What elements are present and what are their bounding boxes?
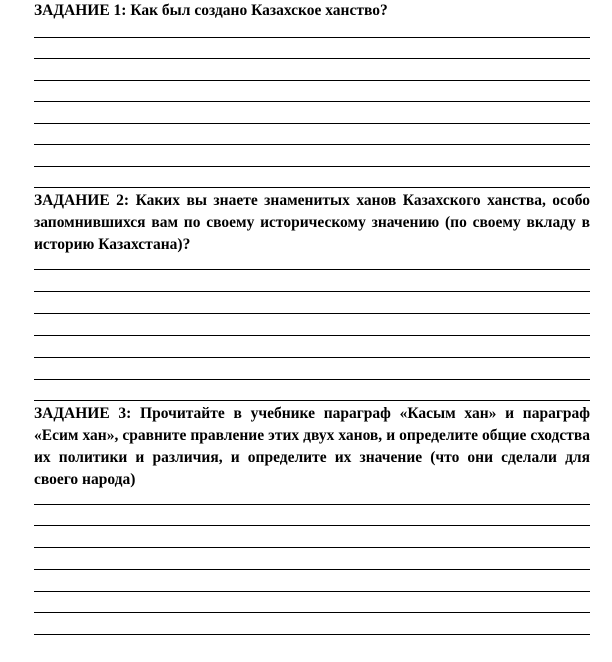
task-3-heading: ЗАДАНИЕ 3: Прочитайте в учебнике параграф «Касым хан» и параграф «Есим хан», сравните правление этих двух ханов, и определите общие сходства их политики и различия, и определите их значение (что они сделали для своего народа) bbox=[34, 405, 590, 488]
answer-line[interactable] bbox=[34, 379, 590, 380]
answer-line[interactable] bbox=[34, 123, 590, 124]
answer-line[interactable] bbox=[34, 335, 590, 336]
answer-line[interactable] bbox=[34, 37, 590, 38]
answer-line[interactable] bbox=[34, 612, 590, 613]
answer-line[interactable] bbox=[34, 144, 590, 145]
answer-line[interactable] bbox=[34, 101, 590, 102]
answer-line[interactable] bbox=[34, 80, 590, 81]
answer-line[interactable] bbox=[34, 187, 590, 188]
answer-line[interactable] bbox=[34, 634, 590, 635]
answer-line[interactable] bbox=[34, 400, 590, 401]
answer-line[interactable] bbox=[34, 357, 590, 358]
task-1-heading: ЗАДАНИЕ 1: Как был создано Казахское ханство? bbox=[34, 2, 388, 19]
task-2-heading: ЗАДАНИЕ 2: Каких вы знаете знаменитых ханов Казахского ханства, особо запомнившихся вам по своему историческому значению (по своему вкладу в историю Казахстана)? bbox=[34, 192, 590, 253]
task-3 bbox=[34, 403, 590, 491]
answer-line[interactable] bbox=[34, 591, 590, 592]
answer-line[interactable] bbox=[34, 504, 590, 505]
answer-line[interactable] bbox=[34, 525, 590, 526]
answer-line[interactable] bbox=[34, 569, 590, 570]
answer-line[interactable] bbox=[34, 269, 590, 270]
task-1 bbox=[34, 0, 590, 22]
answer-line[interactable] bbox=[34, 166, 590, 167]
answer-line[interactable] bbox=[34, 291, 590, 292]
task-2 bbox=[34, 190, 590, 256]
answer-line[interactable] bbox=[34, 547, 590, 548]
answer-line[interactable] bbox=[34, 313, 590, 314]
answer-line[interactable] bbox=[34, 58, 590, 59]
